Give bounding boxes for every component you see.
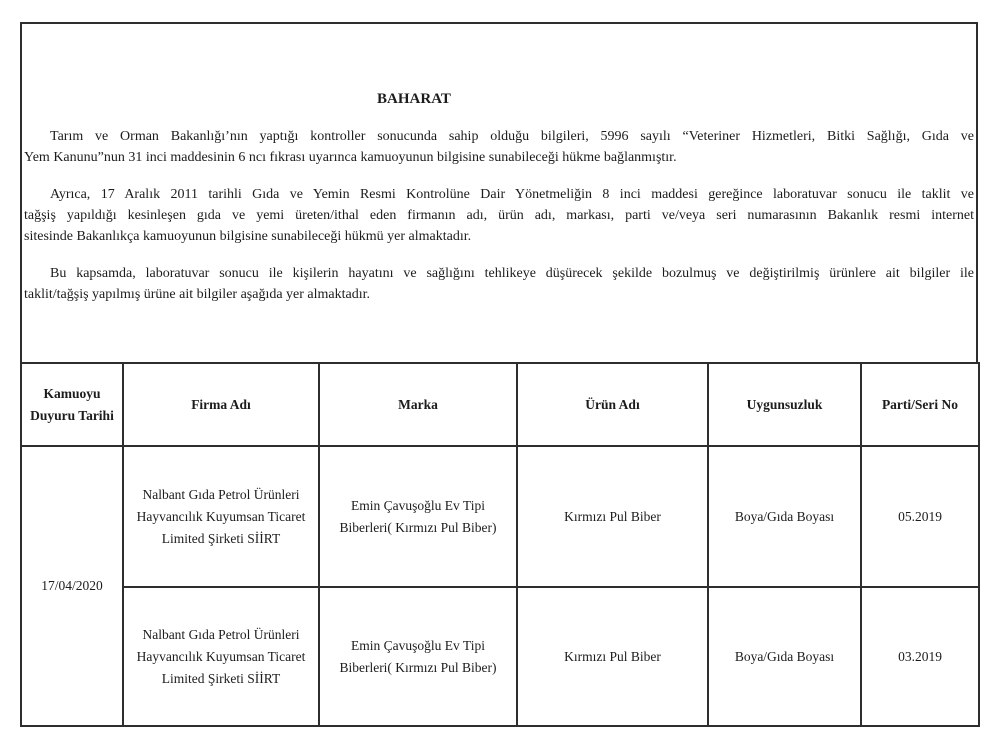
document-page (20, 22, 978, 727)
cell-uygunsuzluk: Boya/Gıda Boyası (708, 446, 861, 587)
col-header-uygunsuzluk: Uygunsuzluk (708, 363, 861, 446)
paragraph-line: taklit/tağşiş yapılmış ürüne ait bilgiler aşağıda yer almaktadır. (24, 287, 371, 302)
cell-firma-adi: Nalbant Gıda Petrol Ürünleri Hayvancılık Kuyumsan Ticaret Limited Şirketi SİİRT (123, 587, 319, 726)
paragraph-line: Tarım ve Orman Bakanlığı’nın yaptığı kontroller sonucunda sahip olduğu bilgileri, 5996 sayılı “Veteriner Hizmetleri, Bitki Sağlığı, Gıda ve (50, 129, 974, 144)
document-title: BAHARAT (377, 91, 451, 107)
intro-paragraph-1 (24, 126, 974, 168)
cell-parti-seri-no: 03.2019 (861, 587, 979, 726)
violations-table (20, 362, 980, 727)
paragraph-line: tağşiş yapıldığı kesinleşen gıda ve yemi üreten/ithal eden firmanın adı, ürün adı, markası, parti ve/veya seri numarasının Bakanlık resmi internet (24, 208, 974, 223)
intro-paragraph-3 (24, 263, 974, 305)
cell-firma-adi: Nalbant Gıda Petrol Ürünleri Hayvancılık Kuyumsan Ticaret Limited Şirketi SİİRT (123, 446, 319, 587)
cell-parti-seri-no: 05.2019 (861, 446, 979, 587)
table-row-1 (21, 446, 979, 587)
col-header-kamuoyu-duyuru-tarihi: Kamuoyu Duyuru Tarihi (21, 363, 123, 446)
col-header-marka: Marka (319, 363, 517, 446)
cell-urun-adi: Kırmızı Pul Biber (517, 446, 708, 587)
table-row-2 (21, 587, 979, 726)
cell-marka: Emin Çavuşoğlu Ev Tipi Biberleri( Kırmızı Pul Biber) (319, 587, 517, 726)
col-header-parti-seri-no: Parti/Seri No (861, 363, 979, 446)
paragraph-line: Ayrıca, 17 Aralık 2011 tarihli Gıda ve Yemin Resmi Kontrolüne Dair Yönetmeliğin 8 inci maddesi gereğince laboratuvar sonucu ile taklit ve (50, 187, 974, 202)
cell-duyuru-tarihi: 17/04/2020 (21, 446, 123, 726)
col-header-firma-adi: Firma Adı (123, 363, 319, 446)
cell-marka: Emin Çavuşoğlu Ev Tipi Biberleri( Kırmızı Pul Biber) (319, 446, 517, 587)
intro-paragraph-2 (24, 184, 974, 247)
table-header-row (21, 363, 979, 446)
paragraph-line: sitesinde Bakanlıkça kamuoyunun bilgisine sunabileceği hükmü yer almaktadır. (24, 229, 472, 244)
paragraph-line: Yem Kanunu”nun 31 inci maddesinin 6 ncı fıkrası uyarınca kamuoyunun bilgisine sunabileceği hükme bağlanmıştır. (24, 150, 677, 165)
col-header-urun-adi: Ürün Adı (517, 363, 708, 446)
paragraph-line: Bu kapsamda, laboratuvar sonucu ile kişilerin hayatını ve sağlığını tehlikeye düşürecek şekilde bozulmuş ve değiştirilmiş ürünlere ait bilgiler ile (50, 266, 974, 281)
cell-urun-adi: Kırmızı Pul Biber (517, 587, 708, 726)
cell-uygunsuzluk: Boya/Gıda Boyası (708, 587, 861, 726)
